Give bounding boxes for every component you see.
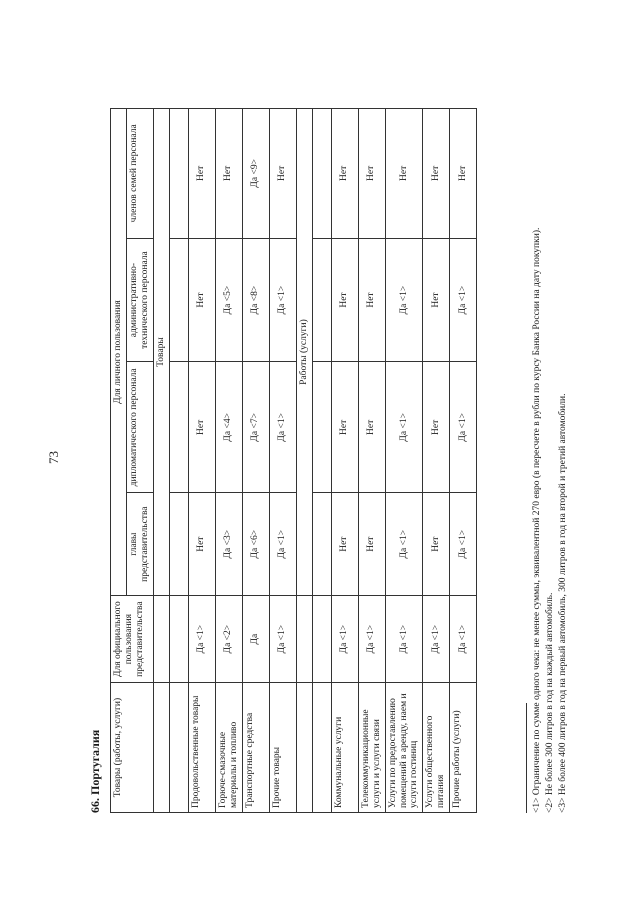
cell-diplomatic: Да <7> [242, 362, 269, 493]
footnote-divider [526, 703, 527, 813]
cell-official: Да <1> [423, 596, 450, 683]
cell-admin: Да <1> [385, 238, 423, 362]
row-name: Коммунальные услуги [331, 683, 358, 813]
row-name: Услуги по предоставлению помещений в аренду, наем и услуги гостиниц [385, 683, 423, 813]
cell-head: Да <1> [450, 493, 477, 596]
cell-diplomatic: Да <1> [385, 362, 423, 493]
header-family: членов семей персонала [126, 109, 153, 239]
cell-official: Да [242, 596, 269, 683]
cell-family: Нет [358, 109, 385, 239]
header-official: Для официального пользования представительства [111, 596, 154, 683]
table-row [358, 109, 385, 813]
privileges-table [110, 108, 477, 813]
row-name: Услуги общественного питания [423, 683, 450, 813]
footnote-3: <3> Не более 400 литров в год на первый автомобиль, 300 литров в год на второй и третий автомобили. [558, 393, 568, 813]
footnotes [526, 53, 570, 813]
gap-row-goods [169, 109, 188, 813]
cell-family: Нет [423, 109, 450, 239]
cell-admin: Нет [331, 238, 358, 362]
group-services-label: Работы (услуги) [296, 109, 312, 596]
row-name: Прочие товары [269, 683, 296, 813]
cell-head: Да <1> [385, 493, 423, 596]
table-row [269, 109, 296, 813]
row-name: Прочие работы (услуги) [450, 683, 477, 813]
cell-official: Да <1> [188, 596, 215, 683]
cell-diplomatic: Нет [358, 362, 385, 493]
row-name: Транспортные средства [242, 683, 269, 813]
cell-official: Да <1> [269, 596, 296, 683]
cell-family: Нет [450, 109, 477, 239]
cell-head: Да <6> [242, 493, 269, 596]
cell-family: Нет [385, 109, 423, 239]
cell-admin: Нет [423, 238, 450, 362]
cell-head: Да <3> [215, 493, 242, 596]
cell-head: Нет [358, 493, 385, 596]
cell-admin: Да <5> [215, 238, 242, 362]
cell-family: Нет [215, 109, 242, 239]
table-row [215, 109, 242, 813]
cell-diplomatic: Да <1> [269, 362, 296, 493]
cell-diplomatic: Нет [331, 362, 358, 493]
cell-head: Нет [188, 493, 215, 596]
cell-admin: Да <1> [269, 238, 296, 362]
cell-admin: Нет [358, 238, 385, 362]
cell-admin: Нет [188, 238, 215, 362]
cell-diplomatic: Нет [423, 362, 450, 493]
cell-diplomatic: Да <4> [215, 362, 242, 493]
cell-head: Да <1> [269, 493, 296, 596]
cell-family: Нет [188, 109, 215, 239]
cell-family: Нет [269, 109, 296, 239]
table-row [331, 109, 358, 813]
row-name: Продовольственные товары [188, 683, 215, 813]
footnote-1: <1> Ограничение по сумме одного чека: не менее суммы, эквивалентной 270 евро (в пересчете в рубли по курсу Банка России на дату покупки). [532, 227, 542, 813]
cell-head: Нет [331, 493, 358, 596]
table-row [188, 109, 215, 813]
header-head: главы представительства [126, 493, 153, 596]
cell-admin: Да <1> [450, 238, 477, 362]
table-row [242, 109, 269, 813]
cell-official: Да <1> [331, 596, 358, 683]
header-goods: Товары (работы, услуги) [111, 683, 154, 813]
group-goods-label: Товары [153, 109, 169, 596]
cell-official: Да <1> [358, 596, 385, 683]
cell-diplomatic: Нет [188, 362, 215, 493]
footnote-2: <2> Не более 300 литров в год на каждый автомобиль. [545, 592, 555, 813]
cell-family: Нет [331, 109, 358, 239]
table-row [450, 109, 477, 813]
header-personal: Для личного пользования [111, 109, 127, 596]
cell-head: Нет [423, 493, 450, 596]
table-row [423, 109, 450, 813]
header-admin: административно-технического персонала [126, 238, 153, 362]
row-name: Телекоммуникационные услуги и услуги связи [358, 683, 385, 813]
header-diplomatic: дипломатического персонала [126, 362, 153, 493]
section-title: 66. Португалия [88, 729, 102, 813]
cell-admin: Да <8> [242, 238, 269, 362]
cell-official: Да <1> [450, 596, 477, 683]
table-row [385, 109, 423, 813]
gap-row-services [312, 109, 331, 813]
cell-family: Да <9> [242, 109, 269, 239]
cell-diplomatic: Да <1> [450, 362, 477, 493]
row-name: Горюче-смазочные материалы и топливо [215, 683, 242, 813]
page-number: 73 [46, 451, 61, 464]
cell-official: Да <1> [385, 596, 423, 683]
cell-official: Да <2> [215, 596, 242, 683]
